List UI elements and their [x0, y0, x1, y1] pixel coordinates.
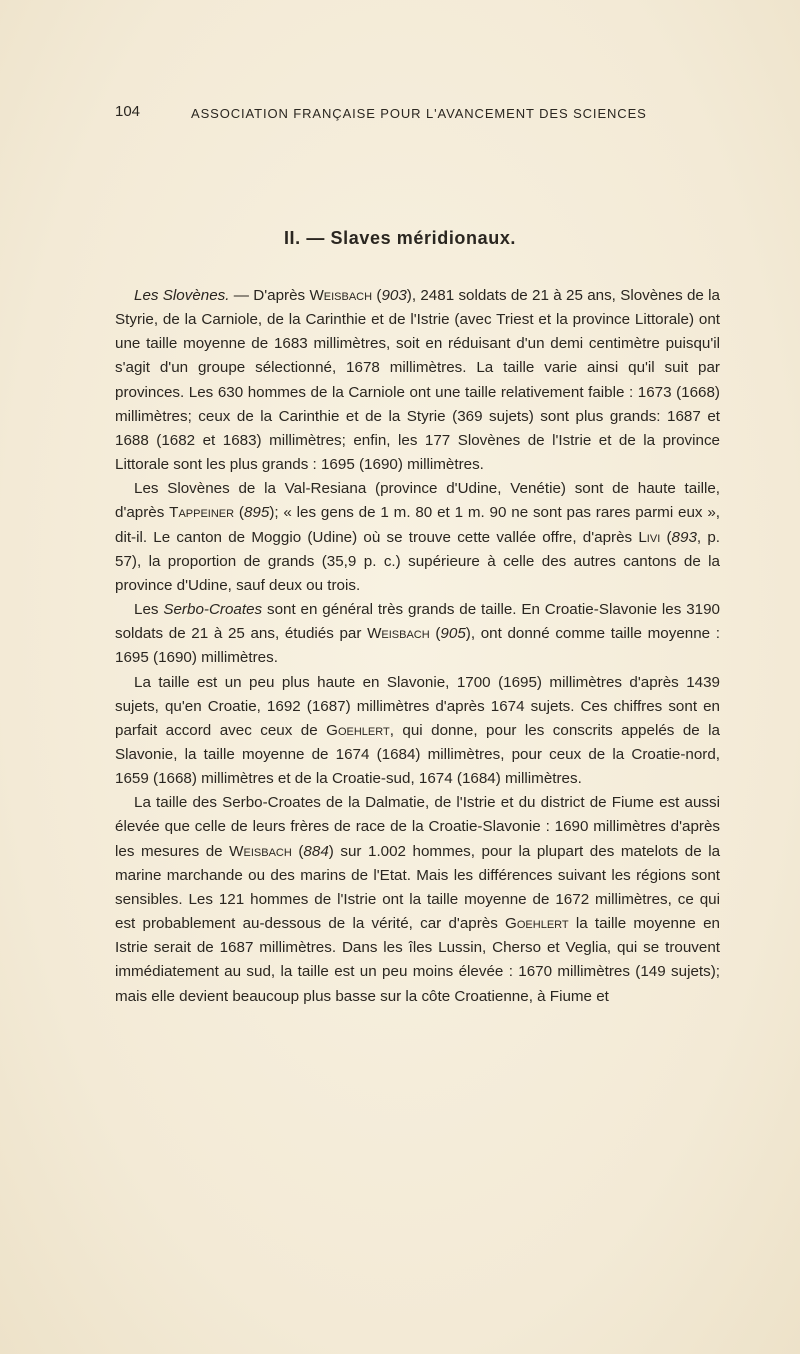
text-run: ) sur 1.002 hommes, pour la plupart des matelots de la marine marchande ou des marins de l'Etat. Mais les différences suivant les régions sont sensibles. Les 121 hommes de l'Istrie ont la taille moyenne de 1672 millimètres, ce qui est probablement au-dessous de la vérité, car d'après: [115, 842, 721, 933]
paragraph-dalmatie: [115, 791, 720, 1008]
text-run: La taille est un peu plus haute en Slavonie, 1700 (1695) millimètres d'après 1439 sujets, qu'en Croatie, 1692 (1687) millimètres d'après 1674 sujets. Ces chiffres sont en parfait accord avec ceux de: [115, 673, 720, 739]
author-name: Weisbach: [367, 625, 430, 643]
text-run: , qui donne, pour les conscrits appelés de la Slavonie, la taille moyenne de 1674 (1684) millimètres, pour ceux de la Croatie-nord, 1659 (1668) millimètres et de la Croatie-sud, 1674 (1684) millimètres.: [115, 721, 720, 788]
author-name: Weisbach: [309, 287, 373, 304]
text-run: (: [429, 625, 441, 643]
text-run: sont en général très grands de taille. En Croatie-Slavonie les 3190 soldats de 21 à 25 ans, étudiés par: [115, 601, 720, 643]
reference-number: 884: [303, 842, 329, 860]
text-run: ), 2481 soldats de 21 à 25 ans, Slovènes de la Styrie, de la Carniole, de la Carinthie et de l'Istrie (avec Triest et la province Littorale) ont une taille moyenne de 1683 millimètres, soit en réduisant d'un demi centimètre puisqu'il s'agit d'un groupe sélectionné, 1678 millimètres. La taille varie ainsi qu'il suit par provinces. Les 630 hommes de la Carniole ont une taille relativement faible : 1673 (1668) millimètres; ceux de la Carinthie et de la Styrie (369 sujets) sont plus grands: 1687 et 1688 (1682 et 1683) millimètres; enfin, les 177 Slovènes de l'Istrie et de la province Littorale sont les plus grands : 1695 (1690) millimètres.: [115, 287, 720, 474]
author-name: Goehlert: [326, 721, 390, 739]
author-name: Tappeiner: [169, 504, 235, 522]
text-run: Les: [134, 601, 164, 619]
text-run: (: [372, 287, 382, 304]
text-run: ); « les gens de 1 m. 80 et 1 m. 90 ne sont pas rares parmi eux », dit-il. Le canton de Moggio (Udine) où se trouve cette vallée offre, d'après: [115, 504, 721, 546]
page-number: 104: [115, 103, 141, 120]
text-run: (: [234, 504, 244, 522]
running-title: ASSOCIATION FRANÇAISE POUR L'AVANCEMENT DES SCIENCES: [191, 106, 647, 121]
author-name: Goehlert: [505, 915, 569, 933]
text-run: ), ont donné comme taille moyenne : 1695 (1690) millimètres.: [115, 625, 720, 667]
reference-number: 893: [671, 528, 697, 546]
paragraph-slavonie: [115, 671, 720, 792]
paragraph-serbo-croates: [115, 598, 720, 670]
text-run: La taille des Serbo-Croates de la Dalmatie, de l'Istrie et du district de Fiume est aussi élevée que celle de leurs frères de race de la Croatie-Slavonie : 1690 millimètres d'après les mesures de: [115, 794, 720, 860]
text-run: (: [660, 528, 672, 546]
reference-number: 905: [440, 625, 466, 643]
body-text: [115, 284, 720, 1009]
people-name: Serbo-Croates: [163, 601, 263, 619]
running-head: [115, 103, 715, 123]
paragraph-slovenes: [115, 284, 720, 477]
text-run: , p. 57), la proportion de grands (35,9 p. c.) supérieure à celle des autres cantons de la province d'Udine, sauf deux ou trois.: [115, 528, 720, 594]
paragraph-val-resiana: [115, 477, 720, 598]
text-run: (: [291, 842, 304, 860]
reference-number: 895: [243, 504, 270, 522]
text-run: Les Slovènes de la Val-Resiana (province d'Udine, Venétie) sont de haute taille, d'après: [115, 480, 720, 522]
author-name: Livi: [638, 528, 661, 546]
section-heading: II. — Slaves méridionaux.: [283, 228, 517, 248]
reference-number: 903: [381, 287, 407, 304]
text-run: — D'après: [229, 287, 310, 304]
text-run: la taille moyenne en Istrie serait de 1687 millimètres. Dans les îles Lussin, Cherso et Veglia, qui se trouvent immédiatement au sud, la taille est un peu moins élevée : 1670 millimètres (149 sujets); mais elle devient beaucoup plus basse sur la côte Croatienne, à Fiume et: [115, 915, 720, 1005]
author-name: Weisbach: [229, 842, 292, 860]
people-name: Les Slovènes.: [134, 287, 230, 304]
